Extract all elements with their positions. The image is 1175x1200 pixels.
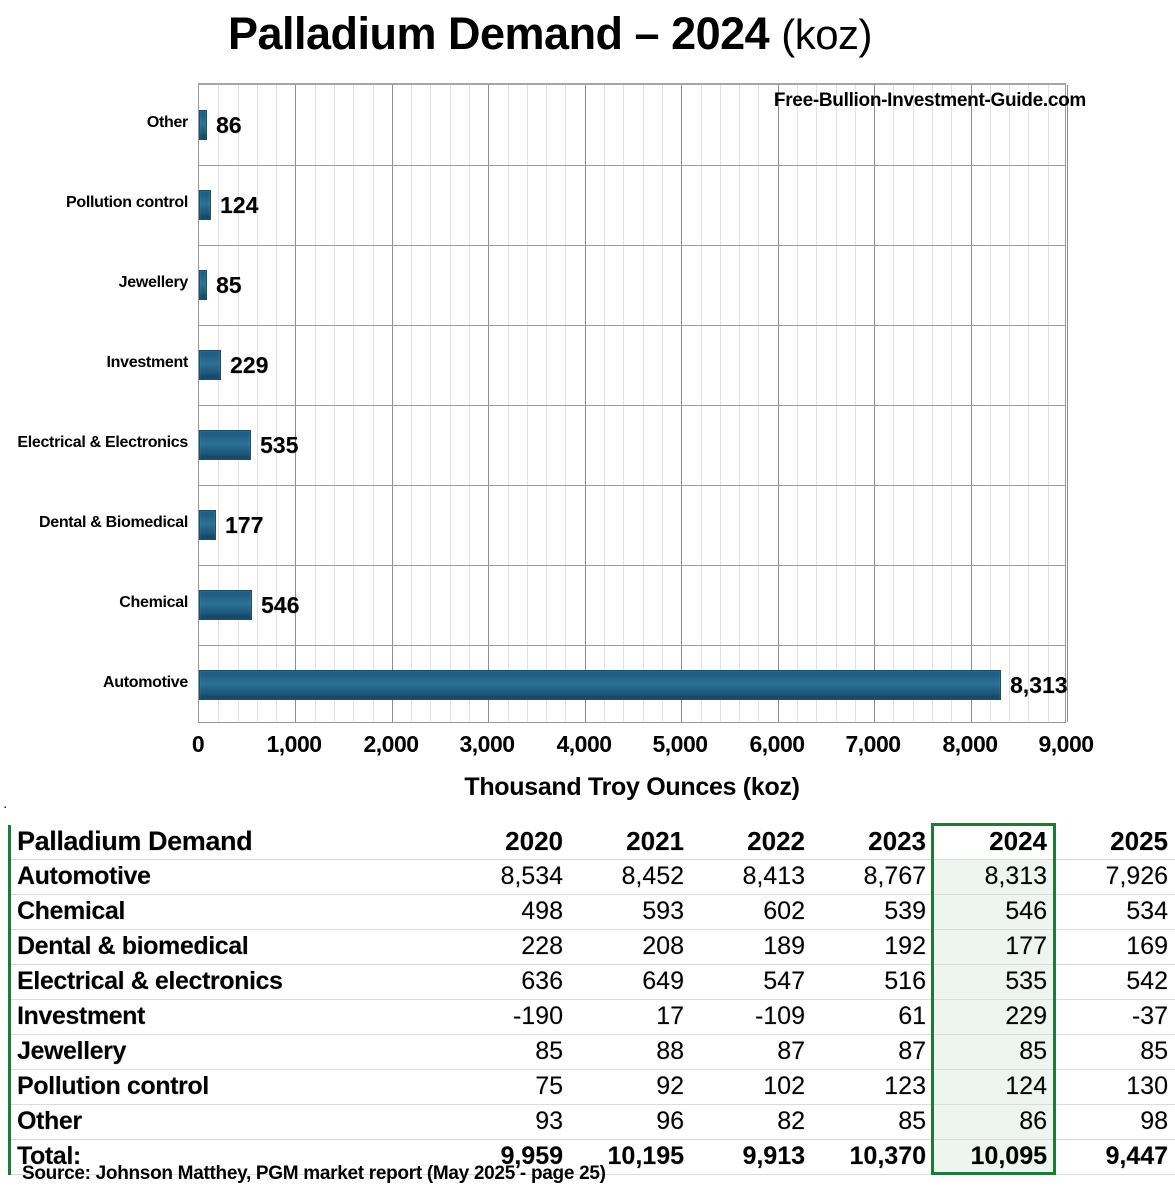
chart-bar-row <box>199 430 1065 460</box>
chart-bar-row <box>199 510 1065 540</box>
gridline-horizontal <box>199 405 1065 406</box>
x-axis-tick-label: 0 <box>191 731 205 757</box>
table-row <box>10 1105 1175 1140</box>
table-cell: -190 <box>449 1000 570 1035</box>
gridline-horizontal <box>199 645 1065 646</box>
table-cell: 189 <box>691 930 812 965</box>
chart-bar[interactable] <box>199 510 216 540</box>
chart-bar[interactable] <box>199 350 221 380</box>
table-cell: 96 <box>570 1105 691 1140</box>
table-cell: 98 <box>1054 1105 1175 1140</box>
source-note: Source: Johnson Matthey, PGM market report (May 2025 - page 25) <box>22 1163 606 1184</box>
gridline-minor <box>701 85 702 722</box>
table-cell: 208 <box>570 930 691 965</box>
gridline-minor <box>604 85 605 722</box>
x-axis-tick-label: 1,000 <box>266 731 322 757</box>
table-cell: 169 <box>1054 930 1175 965</box>
table-cell: 636 <box>449 965 570 1000</box>
table-row-label: Chemical <box>10 895 450 930</box>
gridline-horizontal <box>199 325 1065 326</box>
table-cell: 85 <box>812 1105 933 1140</box>
table-row-label: Automotive <box>10 860 450 895</box>
gridline-minor <box>739 85 740 722</box>
table-row-label: Dental & biomedical <box>10 930 450 965</box>
table-row <box>10 965 1175 1000</box>
table-cell: -109 <box>691 1000 812 1035</box>
chart-bar[interactable] <box>199 270 207 300</box>
chart-category-label: Automotive <box>102 674 188 691</box>
x-axis-title: Thousand Troy Ounces (koz) <box>464 773 800 801</box>
table-column-header: 2020 <box>449 825 570 860</box>
chart-bar-value-label: 177 <box>225 511 264 538</box>
table-cell: 8,313 <box>933 860 1054 895</box>
gridline-minor <box>623 85 624 722</box>
chart-category-label: Electrical & Electronics <box>17 434 188 451</box>
table-cell: 92 <box>570 1070 691 1105</box>
x-axis-tick-label: 3,000 <box>459 731 515 757</box>
gridline-major <box>488 85 489 722</box>
gridline-minor <box>546 85 547 722</box>
table-cell: 124 <box>933 1070 1054 1105</box>
chart-bar-row <box>199 350 1065 380</box>
table-cell: 8,534 <box>449 860 570 895</box>
chart-category-label: Chemical <box>119 594 188 611</box>
table-cell: -37 <box>1054 1000 1175 1035</box>
chart-bar-value-label: 535 <box>260 431 299 458</box>
gridline-minor <box>662 85 663 722</box>
chart-bar[interactable] <box>199 590 252 620</box>
table-cell: 593 <box>570 895 691 930</box>
gridline-minor <box>469 85 470 722</box>
table-cell: 75 <box>449 1070 570 1105</box>
chart-bar-value-label: 229 <box>230 351 269 378</box>
chart-category-label: Investment <box>106 354 188 371</box>
table-cell: 8,452 <box>570 860 691 895</box>
gridline-minor <box>893 85 894 722</box>
table-cell: 9,913 <box>691 1140 812 1175</box>
page-title <box>0 6 1100 63</box>
table-cell: 649 <box>570 965 691 1000</box>
gridline-horizontal <box>199 245 1065 246</box>
table-row <box>10 1070 1175 1105</box>
page-title-main: Palladium Demand – 2024 <box>227 8 770 59</box>
gridline-major <box>585 85 586 722</box>
table-row <box>10 930 1175 965</box>
gridline-minor <box>373 85 374 722</box>
gridline-major <box>1067 85 1068 722</box>
gridline-minor <box>1028 85 1029 722</box>
x-axis-tick-label: 4,000 <box>556 731 612 757</box>
gridline-horizontal <box>199 165 1065 166</box>
table-row <box>10 895 1175 930</box>
table-cell: 177 <box>933 930 1054 965</box>
gridline-major <box>874 85 875 722</box>
chart-bar-value-label: 124 <box>220 191 259 218</box>
table-cell: 10,370 <box>812 1140 933 1175</box>
table-row-label: Other <box>10 1105 450 1140</box>
table-cell: 228 <box>449 930 570 965</box>
gridline-minor <box>1048 85 1049 722</box>
table-column-header: 2022 <box>691 825 812 860</box>
gridline-horizontal <box>199 565 1065 566</box>
chart-bar[interactable] <box>199 190 211 220</box>
chart-bar-row <box>199 190 1065 220</box>
chart-bar-value-label: 546 <box>261 591 300 618</box>
gridline-horizontal <box>199 485 1065 486</box>
table-cell: 93 <box>449 1105 570 1140</box>
table-cell: 85 <box>1054 1035 1175 1070</box>
table-cell: 85 <box>933 1035 1054 1070</box>
x-axis-tick-label: 5,000 <box>652 731 708 757</box>
chart-bar[interactable] <box>199 430 251 460</box>
table-column-header: 2023 <box>812 825 933 860</box>
table-column-header: 2025 <box>1054 825 1175 860</box>
palladium-demand-table-wrapper <box>8 825 1168 1175</box>
chart-bar[interactable] <box>199 110 207 140</box>
palladium-demand-table <box>8 825 1175 1175</box>
table-cell: 516 <box>812 965 933 1000</box>
gridline-minor <box>1009 85 1010 722</box>
gridline-minor <box>353 85 354 722</box>
table-cell: 8,413 <box>691 860 812 895</box>
page-title-unit: (koz) <box>781 11 873 58</box>
gridline-minor <box>257 85 258 722</box>
table-column-header: 2021 <box>570 825 691 860</box>
chart-plot-area <box>198 83 1066 723</box>
x-axis-tick-label: 9,000 <box>1038 731 1094 757</box>
x-axis-tick-label: 7,000 <box>845 731 901 757</box>
gridline-minor <box>238 85 239 722</box>
table-cell: 87 <box>812 1035 933 1070</box>
chart-bar-value-label: 86 <box>216 111 242 138</box>
chart-bar-row <box>199 590 1065 620</box>
table-row-label: Electrical & electronics <box>10 965 450 1000</box>
gridline-minor <box>797 85 798 722</box>
gridline-major <box>778 85 779 722</box>
gridline-minor <box>990 85 991 722</box>
gridline-minor <box>565 85 566 722</box>
table-cell: 130 <box>1054 1070 1175 1105</box>
gridline-minor <box>334 85 335 722</box>
table-cell: 102 <box>691 1070 812 1105</box>
chart-bar-row <box>199 270 1065 300</box>
table-row <box>10 860 1175 895</box>
chart-bar[interactable] <box>199 670 1001 700</box>
x-axis-tick-label: 2,000 <box>363 731 419 757</box>
table-row-label: Pollution control <box>10 1070 450 1105</box>
gridline-minor <box>527 85 528 722</box>
gridline-minor <box>932 85 933 722</box>
gridline-minor <box>430 85 431 722</box>
gridline-minor <box>450 85 451 722</box>
gridline-minor <box>951 85 952 722</box>
gridline-minor <box>836 85 837 722</box>
table-cell: 498 <box>449 895 570 930</box>
table-cell: 539 <box>812 895 933 930</box>
x-axis-tick-labels <box>191 731 1094 767</box>
table-cell: 8,767 <box>812 860 933 895</box>
gridline-major <box>681 85 682 722</box>
gridline-minor <box>276 85 277 722</box>
table-header-row <box>10 825 1175 860</box>
x-axis-tick-label: 6,000 <box>749 731 805 757</box>
table-cell: 542 <box>1054 965 1175 1000</box>
palladium-demand-bar-chart <box>0 78 1100 818</box>
gridline-major <box>392 85 393 722</box>
table-cell: 82 <box>691 1105 812 1140</box>
table-row <box>10 1000 1175 1035</box>
table-cell: 85 <box>449 1035 570 1070</box>
table-cell: 535 <box>933 965 1054 1000</box>
table-cell: 192 <box>812 930 933 965</box>
table-cell: 602 <box>691 895 812 930</box>
chart-bar-row <box>199 110 1065 140</box>
gridline-minor <box>855 85 856 722</box>
table-cell: 9,959 <box>449 1140 570 1175</box>
table-cell: 61 <box>812 1000 933 1035</box>
table-cell: 123 <box>812 1070 933 1105</box>
table-cell: 229 <box>933 1000 1054 1035</box>
table-row <box>10 1035 1175 1070</box>
chart-bar-row <box>199 670 1068 700</box>
gridline-major <box>295 85 296 722</box>
gridline-minor <box>315 85 316 722</box>
chart-category-label: Jewellery <box>118 274 188 291</box>
table-cell: 88 <box>570 1035 691 1070</box>
gridline-minor <box>816 85 817 722</box>
gridline-minor <box>411 85 412 722</box>
chart-bar-value-label: 85 <box>216 271 242 298</box>
gridline-minor <box>643 85 644 722</box>
table-cell: 9,447 <box>1054 1140 1175 1175</box>
table-cell: 546 <box>933 895 1054 930</box>
chart-bar-value-label: 8,313 <box>1010 671 1068 698</box>
gridline-minor <box>720 85 721 722</box>
table-cell: 86 <box>933 1105 1054 1140</box>
chart-category-label: Other <box>146 114 188 131</box>
gridline-minor <box>758 85 759 722</box>
table-row-label: Jewellery <box>10 1035 450 1070</box>
table-cell: 10,095 <box>933 1140 1054 1175</box>
table-cell: 17 <box>570 1000 691 1035</box>
table-cell: 534 <box>1054 895 1175 930</box>
stray-mark: . <box>3 795 8 812</box>
table-row-label: Total: <box>10 1140 450 1175</box>
table-cell: 87 <box>691 1035 812 1070</box>
table-cell: 10,195 <box>570 1140 691 1175</box>
table-cell: 7,926 <box>1054 860 1175 895</box>
gridline-minor <box>218 85 219 722</box>
table-corner-label: Palladium Demand <box>10 825 450 860</box>
table-row-label: Investment <box>10 1000 450 1035</box>
x-axis-tick-label: 8,000 <box>942 731 998 757</box>
gridline-minor <box>913 85 914 722</box>
chart-category-label: Dental & Biomedical <box>38 514 188 531</box>
chart-category-label: Pollution control <box>66 194 188 211</box>
table-column-header: 2024 <box>933 825 1054 860</box>
table-cell: 547 <box>691 965 812 1000</box>
gridline-minor <box>508 85 509 722</box>
gridline-major <box>971 85 972 722</box>
watermark-text: Free-Bullion-Investment-Guide.com <box>773 90 1086 111</box>
